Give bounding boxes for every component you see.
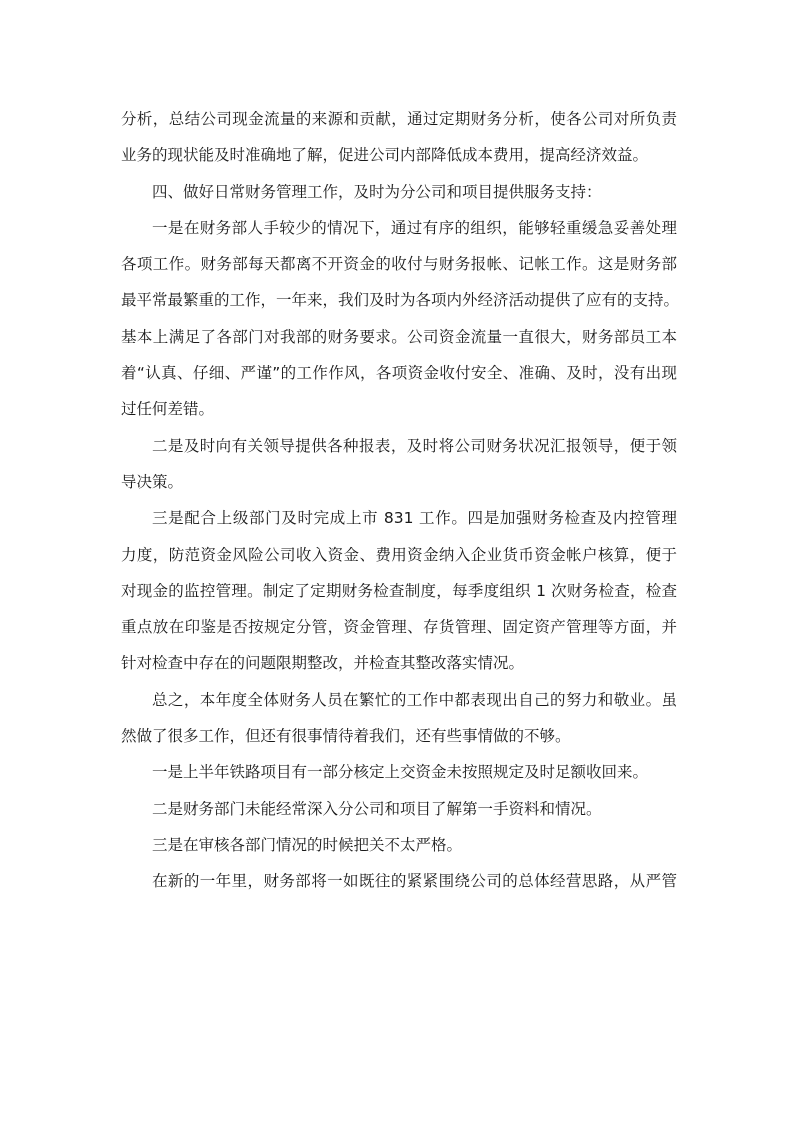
text-line-12: 三是配合上级部门及时完成上市 831 工作。四是加强财务检查及内控管理 xyxy=(152,509,677,528)
text-line-7: 基本上满足了各部门对我部的财务要求。公司资金流量一直很大，财务部员工本 xyxy=(121,327,677,346)
text-line-21: 三是在审核各部门情况的时候把关不太严格。 xyxy=(152,835,463,854)
text-line-2: 业务的现状能及时准确地了解，促进公司内部降低成本费用，提高经济效益。 xyxy=(121,146,649,165)
text-line-15: 重点放在印鉴是否按规定分管，资金管理、存货管理、固定资产管理等方面，并 xyxy=(121,618,677,637)
text-line-18: 然做了很多工作，但还有很事情待着我们，还有些事情做的不够。 xyxy=(121,727,571,746)
text-line-10: 二是及时向有关领导提供各种报表，及时将公司财务状况汇报领导，便于领 xyxy=(152,436,677,455)
text-line-16: 针对检查中存在的问题限期整改，并检查其整改落实情况。 xyxy=(121,654,525,673)
text-line-1: 分析，总结公司现金流量的来源和贡献，通过定期财务分析，使各公司对所负责 xyxy=(121,110,677,128)
text-line-5: 各项工作。财务部每天都离不开资金的收付与财务报帐、记帐工作。这是财务部 xyxy=(121,255,677,274)
document-body xyxy=(121,101,680,900)
text-line-17: 总之，本年度全体财务人员在繁忙的工作中都表现出自己的努力和敬业。虽 xyxy=(152,690,677,709)
text-line-20: 二是财务部门未能经常深入分公司和项目了解第一手资料和情况。 xyxy=(152,799,602,818)
text-line-8: 着“认真、仔细、严谨”的工作作风，各项资金收付安全、准确、及时，没有出现 xyxy=(121,364,677,383)
text-line-22: 在新的一年里，财务部将一如既往的紧紧围绕公司的总体经营思路，从严管 xyxy=(152,872,677,891)
text-line-6: 最平常最繁重的工作，一年来，我们及时为各项内外经济活动提供了应有的支持。 xyxy=(121,291,680,310)
text-line-19: 一是上半年铁路项目有一部分核定上交资金未按照规定及时足额收回来。 xyxy=(152,763,649,782)
text-line-11: 导决策。 xyxy=(121,472,184,491)
text-line-14: 对现金的监控管理。制定了定期财务检查制度，每季度组织 1 次财务检查，检查 xyxy=(121,581,677,600)
text-line-4: 一是在财务部人手较少的情况下，通过有序的组织，能够轻重缓急妥善处理 xyxy=(152,218,677,237)
section-heading-4: 四、做好日常财务管理工作，及时为分公司和项目提供服务支持： xyxy=(152,182,602,201)
text-line-13: 力度，防范资金风险公司收入资金、费用资金纳入企业货币资金帐户核算，便于 xyxy=(121,545,677,564)
text-line-9: 过任何差错。 xyxy=(121,400,215,419)
